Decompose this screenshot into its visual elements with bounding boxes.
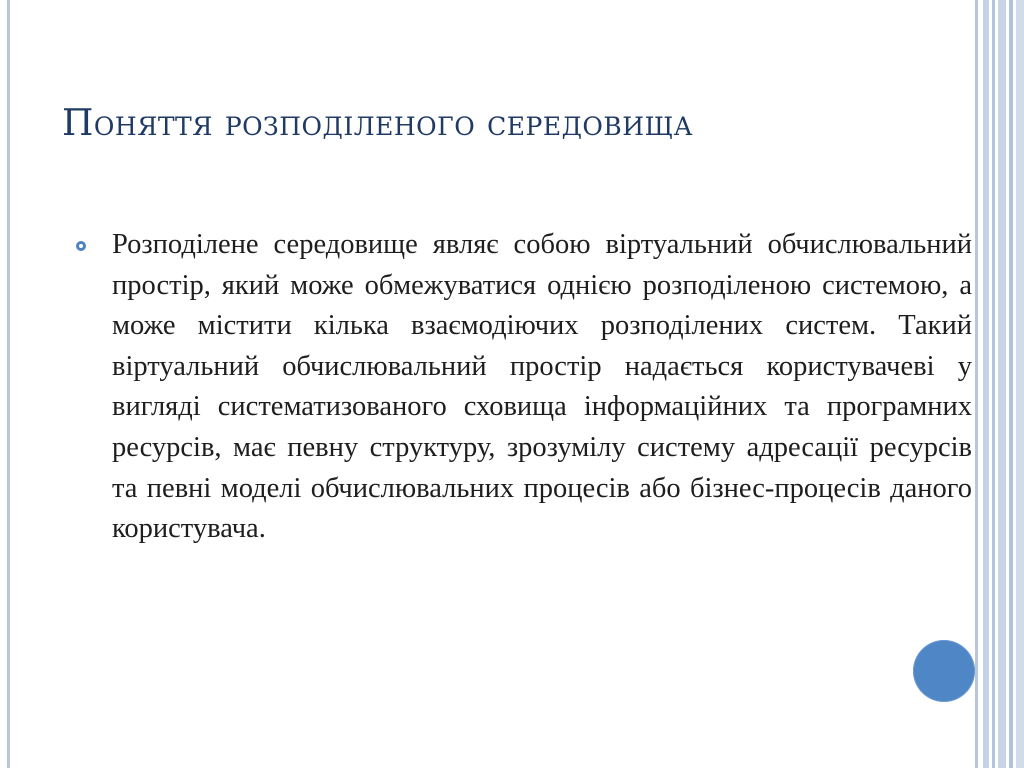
- circle-bullet-icon: [76, 241, 86, 251]
- decorative-stripe: [1009, 0, 1013, 768]
- decorative-stripe: [998, 0, 1006, 768]
- slide-title: Поняття розподіленого середовища: [62, 103, 694, 144]
- bullet-text: Розподілене середовище являє собою віртуальний обчислювальний простір, який може обмежуватися однією розподіленою системою, а може містити кілька взаємодіючих розподілених систем. Такий віртуальний обчислювальний простір надається користувачеві у вигляді систематизованого сховища інформаційних та програмних ресурсів, має певну структуру, зрозумілу систему адресації ресурсів та певні моделі обчислювальних процесів або бізнес-процесів даного користувача.: [112, 229, 972, 545]
- bullet-item: [76, 225, 972, 550]
- decorative-stripe: [992, 0, 995, 768]
- bullet-list: [76, 225, 972, 550]
- decorative-stripe: [1016, 0, 1024, 768]
- circle-nav-icon[interactable]: [913, 640, 975, 702]
- decorative-stripe: [983, 0, 989, 768]
